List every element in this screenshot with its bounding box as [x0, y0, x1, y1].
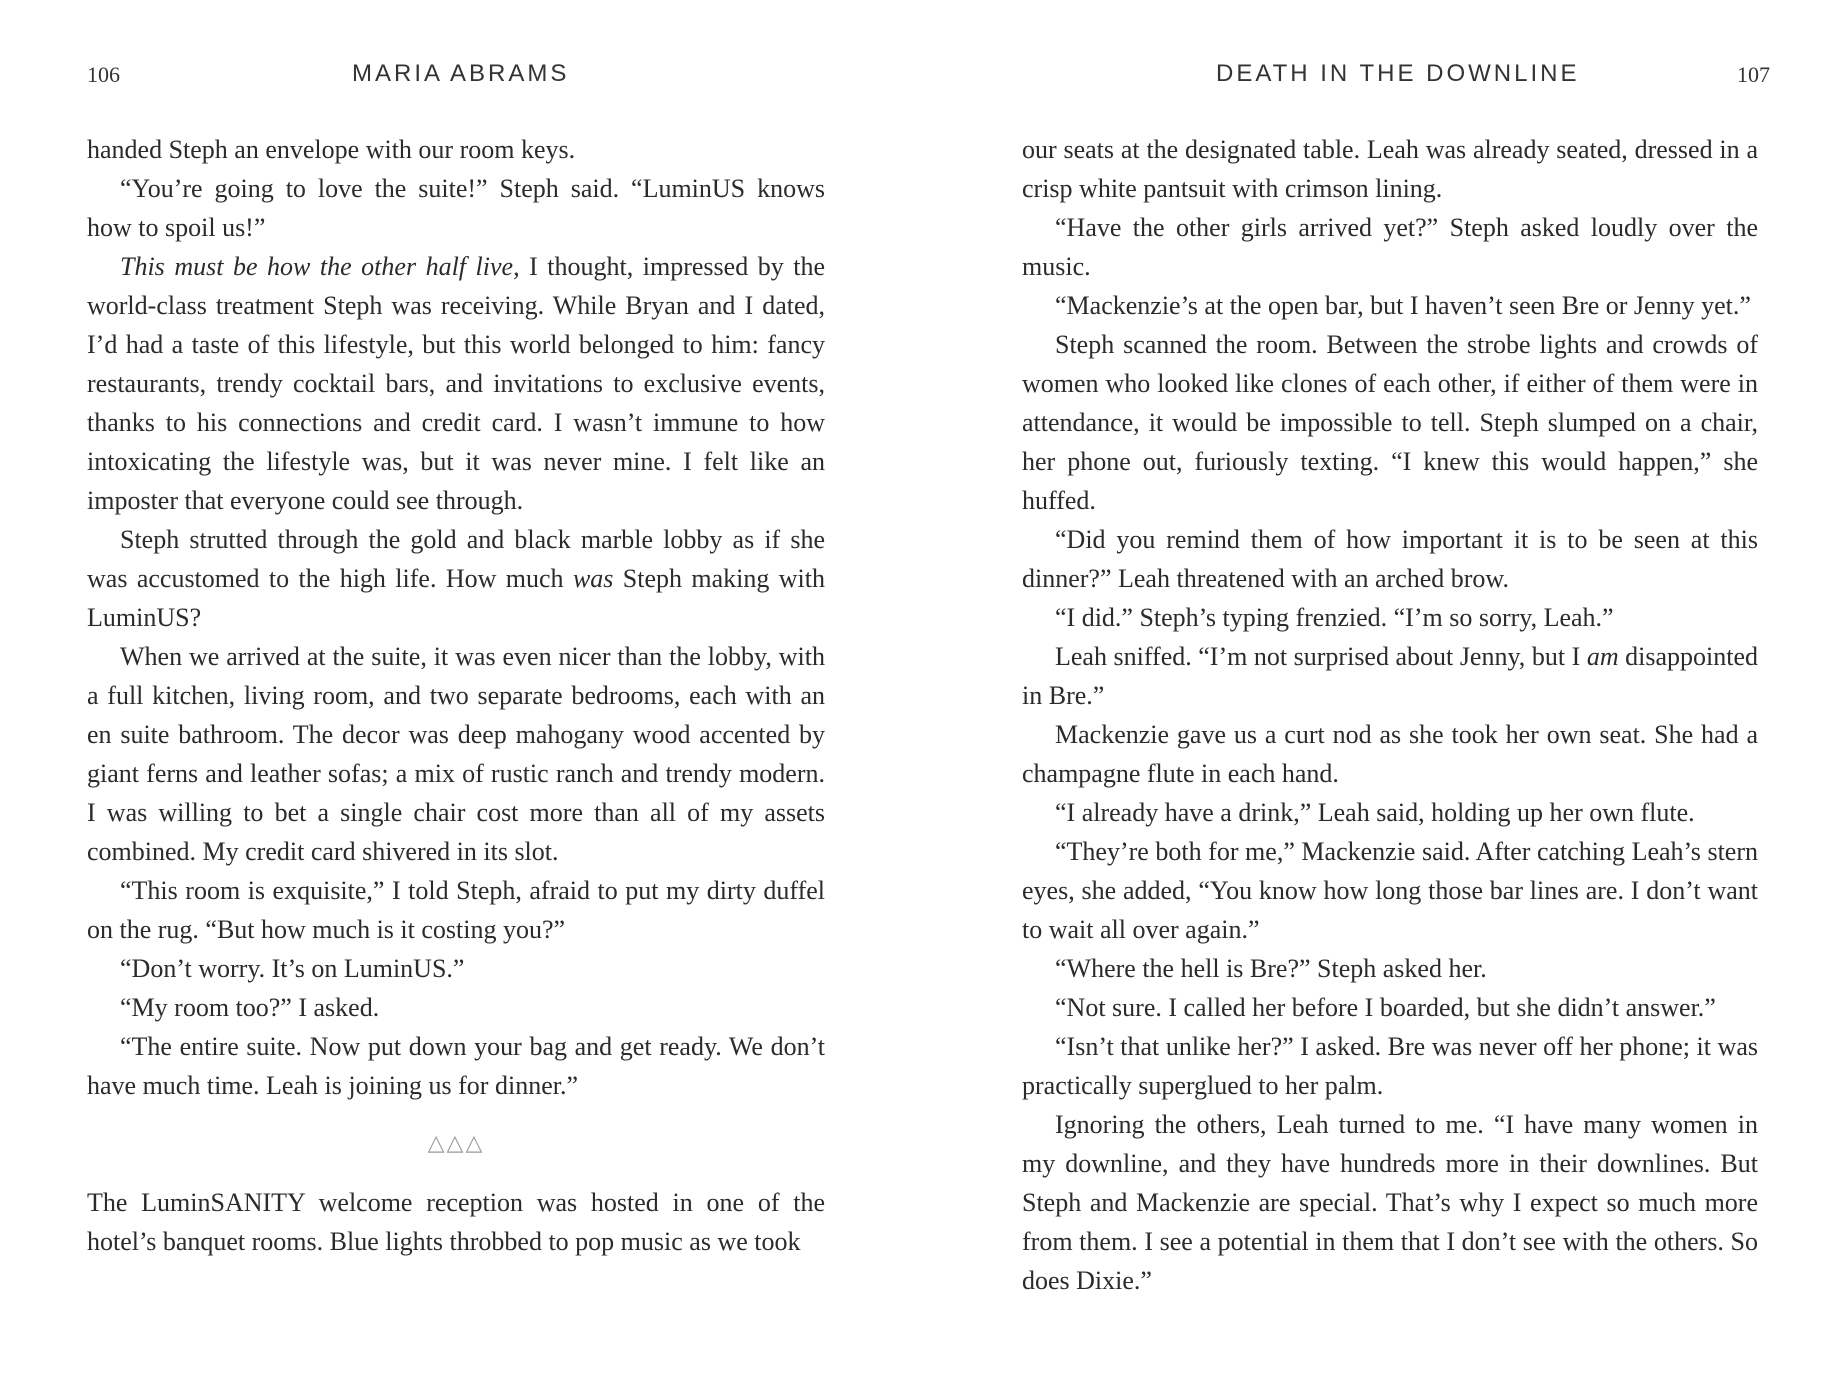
paragraph: The LuminSANITY welcome reception was hosted in one of the hotel’s banquet rooms. Blue lights throbbed to pop music as we took	[87, 1188, 825, 1256]
paragraph: “Isn’t that unlike her?” I asked. Bre was never off her phone; it was practically superglued to her palm.	[1022, 1032, 1758, 1100]
paragraph: “Don’t worry. It’s on LuminUS.”	[120, 954, 465, 983]
paragraph	[87, 247, 825, 520]
right-page	[920, 0, 1840, 1396]
paragraph-text: I thought, impressed by the world-class treatment Steph was receiving. While Bryan and I dated, I’d had a taste of this lifestyle, but this world belonged to him: fancy restaurants, trendy cocktail bars, and invitations to exclusive events, thanks to his connections and credit card. I wasn’t immune to how intoxicating the lifestyle was, but it was never mine. I felt like an imposter that everyone could see through.	[87, 252, 826, 515]
paragraph: “Where the hell is Bre?” Steph asked her.	[1055, 954, 1487, 983]
left-running-head: MARIA ABRAMS	[352, 60, 570, 87]
paragraph-text: Leah sniffed. “I’m not surprised about Jenny, but I	[1055, 642, 1581, 671]
paragraph-text: disappointed in Bre.”	[1022, 642, 1759, 710]
paragraph: “You’re going to love the suite!” Steph said. “LuminUS knows how to spoil us!”	[87, 174, 825, 242]
paragraph: Steph scanned the room. Between the strobe lights and crowds of women who looked like clones of each other, if either of them were in attendance, it would be impossible to tell. Steph slumped on a chair, her phone out, furiously texting. “I knew this would happen,” she huffed.	[1022, 330, 1758, 515]
italic-thought: This must be how the other half live,	[120, 252, 520, 281]
paragraph: “I already have a drink,” Leah said, holding up her own flute.	[1055, 798, 1695, 827]
paragraph: Ignoring the others, Leah turned to me. “I have many women in my downline, and they have hundreds more in their downlines. But Steph and Mackenzie are special. That’s why I expect so much more from them. I see a potential in them that I don’t see with the others. So does Dixie.”	[1022, 1110, 1758, 1295]
paragraph: “This room is exquisite,” I told Steph, afraid to put my dirty duffel on the rug. “But how much is it costing you?”	[87, 876, 825, 944]
paragraph: “Did you remind them of how important it is to be seen at this dinner?” Leah threatened with an arched brow.	[1022, 525, 1758, 593]
paragraph: our seats at the designated table. Leah was already seated, dressed in a crisp white pantsuit with crimson lining.	[1022, 135, 1758, 203]
italic-word: am	[1586, 642, 1619, 671]
paragraph: “Have the other girls arrived yet?” Steph asked loudly over the music.	[1022, 213, 1758, 281]
right-page-number: 107	[1737, 62, 1770, 87]
paragraph: When we arrived at the suite, it was even nicer than the lobby, with a full kitchen, living room, and two separate bedrooms, each with an en suite bathroom. The decor was deep mahogany wood accented by giant ferns and leather sofas; a mix of rustic ranch and trendy modern. I was willing to bet a single chair cost more than all of my assets combined. My credit card shivered in its slot.	[87, 642, 825, 866]
right-running-head: DEATH IN THE DOWNLINE	[1216, 60, 1580, 87]
right-page-header	[920, 58, 1840, 94]
paragraph-text: Steph strutted through the gold and black marble lobby as if she was accustomed to the high life. How much	[87, 525, 825, 593]
italic-word: was	[572, 564, 614, 593]
paragraph: “My room too?” I asked.	[120, 993, 380, 1022]
paragraph: handed Steph an envelope with our room keys.	[87, 135, 576, 164]
paragraph: Mackenzie gave us a curt nod as she took her own seat. She had a champagne flute in each hand.	[1022, 720, 1758, 788]
left-page-body	[87, 130, 825, 1261]
paragraph	[87, 520, 825, 637]
right-page-body	[1022, 130, 1758, 1300]
paragraph: “The entire suite. Now put down your bag and get ready. We don’t have much time. Leah is joining us for dinner.”	[87, 1032, 825, 1100]
paragraph: “I did.” Steph’s typing frenzied. “I’m so sorry, Leah.”	[1055, 603, 1614, 632]
left-page-header	[0, 58, 920, 94]
section-break-ornament: △△△	[427, 1131, 485, 1156]
paragraph: “Not sure. I called her before I boarded, but she didn’t answer.”	[1055, 993, 1716, 1022]
paragraph-text: Steph making with LuminUS?	[87, 564, 826, 632]
paragraph: “Mackenzie’s at the open bar, but I haven’t seen Bre or Jenny yet.”	[1055, 291, 1751, 320]
paragraph: “They’re both for me,” Mackenzie said. After catching Leah’s stern eyes, she added, “You know how long those bar lines are. I don’t want to wait all over again.”	[1022, 837, 1758, 944]
left-page-number: 106	[87, 62, 120, 87]
paragraph	[1022, 637, 1758, 715]
